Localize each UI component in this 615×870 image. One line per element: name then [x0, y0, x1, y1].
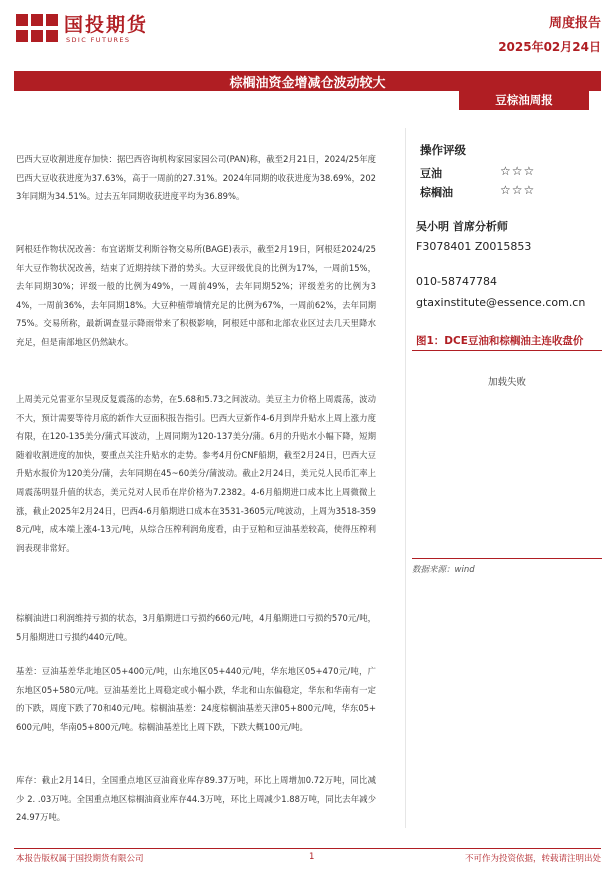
paragraph-argentina-crop: 阿根廷作物状况改善：布宜诺斯艾利斯谷物交易所(BAGE)表示，截至2月19日，阿根廷2024/25年大豆作物状况改善，结束了近期持续下滑的势头。大豆评级优良的比例为17%，一周前15%，去年同期30%；评级一般的比例为49%，一周前49%，去年同期52%；评级差劣的比例为34%，一周前36%，去年同期18%。大豆种植带墒情充足的比例为67%，一周前62%，去年同期75%。交易所称，最新调查显示降雨带来了积极影响，阿根廷中部和北部农业区过去几天里降水充足，但是南部地区仍然缺水。	[16, 244, 376, 347]
figure-title: 图1：DCE豆油和棕榈油主连收盘价	[416, 335, 584, 347]
paragraph-inventory: 库存：截止2月14日，全国重点地区豆油商业库存89.37万吨，环比上周增加0.72万吨，同比减少 2. .03万吨。全国重点地区棕榈油商业库存44.3万吨，环比上周减少1.88万吨，同比去年减少24.97万吨。	[16, 775, 376, 823]
brand-name-en: SDIC FUTURES	[66, 36, 131, 44]
figure-load-failed: 加载失败	[487, 377, 526, 388]
brand-name-cn: 国投期货	[64, 14, 149, 36]
paragraph-palm-import-profit: 棕榈油进口利润维持亏损的状态，3月船期进口亏损约660元/吨，4月船期进口亏损约570元/吨，5月船期进口亏损约440元/吨。	[16, 613, 376, 642]
paragraph-import-cost: 上周美元兑雷亚尔呈现反复震荡的态势，在5.68和5.73之间波动。美豆主力价格上周震荡，波动不大，预计需要等待月底的新作大豆面积报告指引。巴西大豆新作4-6月到岸升贴水上周上涨力度有限，在120-135美分/蒲式耳波动，上周同期为120-137美分/蒲。6月的升贴水小幅下降，短期随着收割进度的加快，要重点关注升贴水的走势。参考4月份CNF船期，截至2月24日，巴西大豆升贴水报价为120美分/蒲，去年同期在45~60美分/蒲波动。截止2月24日，美元兑人民币汇率上周震荡明显升值的状态，美元兑对人民币在岸价格为7.2382。4-6月船期进口成本比上周微微上涨，截止2025年2月24日，巴西4-6月船期进口成本在3531-3605元/吨波动，上周为3518-3598元/吨，成本端上涨4-13元/吨，从综合压榨利润角度看，由于豆粕和豆油基差较高，使得压榨利润表现非常好。	[16, 394, 376, 553]
brand-logo-icon	[14, 10, 60, 46]
figure-source: 数据来源：wind	[412, 565, 475, 575]
page-number: 1	[309, 852, 315, 862]
rating-item-soyoil: 豆油	[420, 167, 442, 180]
paragraph-brazil-harvest: 巴西大豆收割进度存加快：据巴西咨询机构家园家园公司(PAN)称，截至2月21日，2024/25年度巴西大豆收获进度为37.63%，高于一周前的27.31%。2024年同期的收获进度为38.69%，2023年同期为34.51%。过去五年同期收获进度平均为36.89%。	[16, 154, 376, 202]
rating-item-palmoil: 棕榈油	[420, 186, 453, 199]
paragraph-basis: 基差：豆油基差华北地区05+400元/吨，山东地区05+440元/吨，华东地区05+470元/吨，广东地区05+580元/吨。豆油基差比上周稳定或小幅小跌，华北和山东偏稳定，华东和华南有一定的下跌，周度下跌了70和40元/吨。棕榈油基差：24度棕榈油基差天津05+800元/吨，华东05+600元/吨，华南05+800元/吨。棕榈油基差比上周下跌，下跌大概100元/吨。	[16, 666, 376, 732]
rating-title: 操作评级	[420, 143, 466, 157]
analyst-name: 吴小明 首席分析师	[416, 220, 508, 233]
analyst-phone: 010-58747784	[416, 275, 497, 288]
footer-copyright: 本报告版权属于国投期货有限公司	[16, 854, 144, 864]
rating-stars-palmoil: ☆☆☆	[500, 183, 536, 197]
figure-top-rule	[412, 350, 602, 351]
analyst-license-ids: F3078401 Z0015853	[416, 240, 532, 253]
report-type: 周度报告	[548, 16, 601, 31]
page-title: 棕榈油资金增减仓波动较大	[229, 76, 386, 91]
footer-disclaimer: 不可作为投资依据，转载请注明出处	[464, 854, 601, 864]
report-category-tag: 豆棕油周报	[459, 91, 589, 110]
footer-rule	[14, 848, 601, 849]
analyst-email[interactable]: gtaxinstitute@essence.com.cn	[416, 296, 586, 309]
column-divider	[405, 128, 406, 828]
rating-stars-soyoil: ☆☆☆	[500, 164, 536, 178]
figure-bottom-rule	[412, 558, 602, 559]
report-date: 2025年02月24日	[498, 40, 601, 54]
